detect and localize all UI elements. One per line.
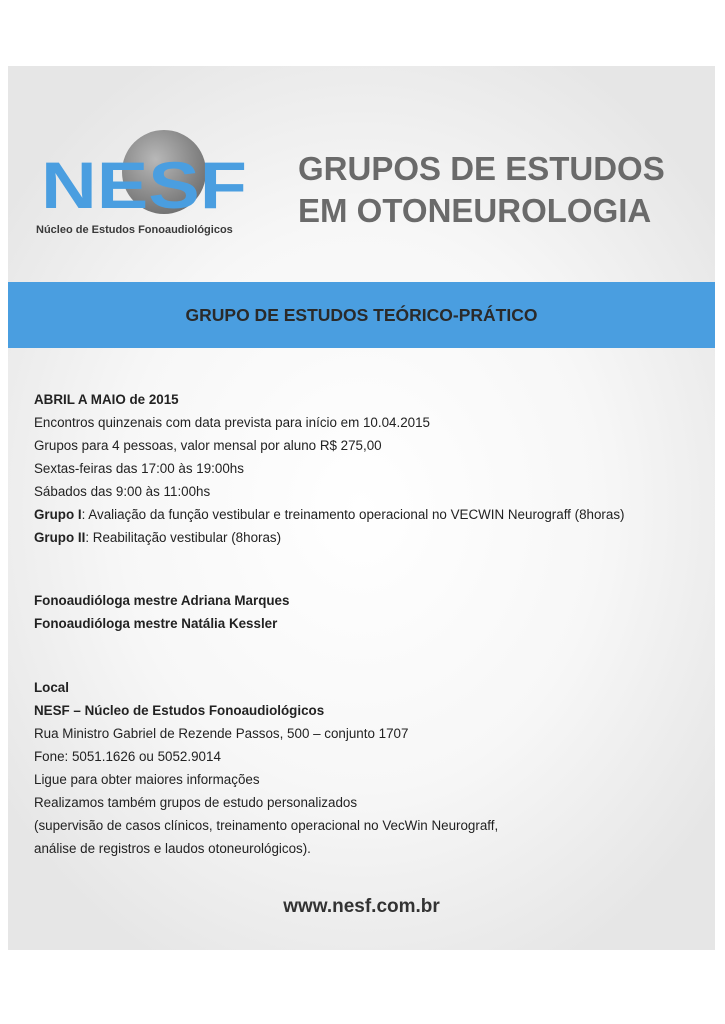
page-title: [298, 148, 708, 232]
location-label: Local: [34, 680, 69, 695]
spacer: [34, 549, 704, 589]
instructor-1: Fonoaudióloga mestre Adriana Marques: [34, 593, 290, 608]
nesf-logo-mark: [36, 128, 256, 222]
website-link[interactable]: www.nesf.com.br: [283, 896, 440, 917]
location-address: Rua Ministro Gabriel de Rezende Passos, 500 – conjunto 1707: [34, 726, 409, 741]
section-title: GRUPO DE ESTUDOS TEÓRICO-PRÁTICO: [185, 304, 538, 325]
group2-label: Grupo II: [34, 530, 86, 545]
groups-text: Grupos para 4 pessoas, valor mensal por aluno R$ 275,00: [34, 438, 382, 453]
content-body: [34, 388, 704, 860]
saturdays-text: Sábados das 9:00 às 11:00hs: [34, 484, 211, 499]
spacer: [34, 635, 704, 676]
period-heading: ABRIL A MAIO de 2015: [34, 392, 179, 407]
meetings-text: Encontros quinzenais com data prevista para início em 10.04.2015: [34, 415, 431, 430]
location-phone: Fone: 5051.1626 ou 5052.9014: [34, 749, 221, 764]
location-custom-detail-2: análise de registros e laudos otoneurológicos).: [34, 841, 311, 856]
location-custom-detail-1: (supervisão de casos clínicos, treinamento operacional no VecWin Neurograff,: [34, 818, 499, 833]
logo-subtitle: Núcleo de Estudos Fonoaudiológicos: [36, 224, 233, 236]
page-title-line-2: EM OTONEUROLOGIA: [298, 192, 652, 229]
group1-line: [34, 503, 704, 526]
nesf-logo: [36, 128, 256, 248]
group2-text: : Reabilitação vestibular (8horas): [85, 530, 282, 545]
flyer: [8, 66, 715, 950]
page-title-line-1: GRUPOS DE ESTUDOS: [298, 150, 665, 187]
location-call: Ligue para obter maiores informações: [34, 772, 260, 787]
group1-text: : Avaliação da função vestibular e treinamento operacional no VECWIN Neurograff (8horas): [81, 507, 625, 522]
logo-wordmark: NESF: [41, 148, 247, 222]
location-custom: Realizamos também grupos de estudo personalizados: [34, 795, 358, 810]
instructor-2: Fonoaudióloga mestre Natália Kessler: [34, 616, 278, 631]
section-band: [8, 282, 715, 348]
group2-line: [34, 526, 704, 549]
group1-label: Grupo I: [34, 507, 82, 522]
location-name: NESF – Núcleo de Estudos Fonoaudiológicos: [34, 703, 325, 718]
fridays-text: Sextas-feiras das 17:00 às 19:00hs: [34, 461, 244, 476]
